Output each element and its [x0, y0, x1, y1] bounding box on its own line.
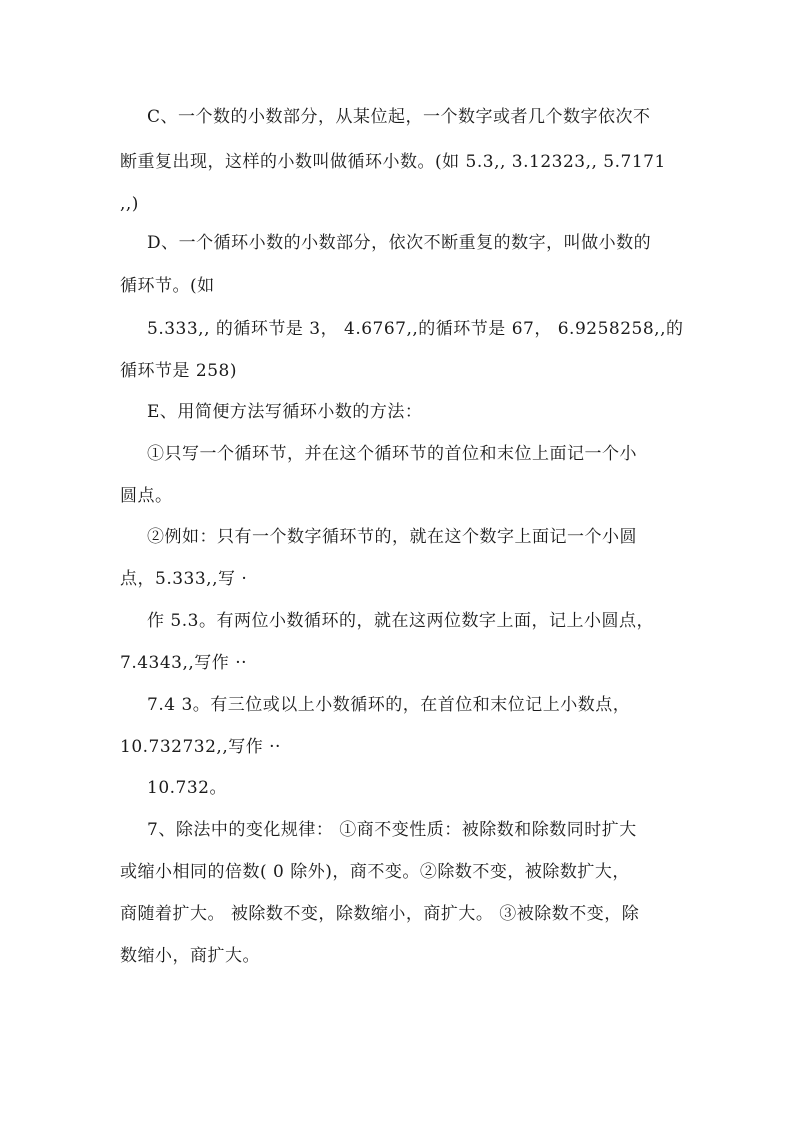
text-line: 7.4343,,写作 ··: [120, 653, 248, 673]
text-line: 10.732732,,写作 ··: [120, 737, 281, 757]
text-line: 或缩小相同的倍数( 0 除外)，商不变。②除数不变，被除数扩大，: [120, 862, 630, 882]
text-line: D、一个循环小数的小数部分，依次不断重复的数字，叫做小数的: [147, 233, 652, 253]
text-line: 7、除法中的变化规律： ①商不变性质：被除数和除数同时扩大: [147, 820, 637, 840]
text-line: 10.732。: [147, 778, 227, 798]
text-line: 点，5.333,,写 ·: [120, 569, 248, 589]
text-line: E、用简便方法写循环小数的方法：: [147, 402, 423, 422]
text-line: 5.333,, 的循环节是 3， 4.6767,,的循环节是 67， 6.9258258,,的: [147, 319, 684, 339]
text-line: ,,): [120, 194, 139, 214]
text-line: ②例如：只有一个数字循环节的，就在这个数字上面记一个小圆: [147, 527, 637, 547]
text-line: 循环节。(如: [120, 276, 215, 296]
text-line: C、一个数的小数部分，从某位起，一个数字或者几个数字依次不: [147, 107, 651, 127]
text-line: 数缩小，商扩大。: [120, 946, 260, 966]
text-line: 7.4 3。有三位或以上小数循环的，在首位和末位记上小数点，: [147, 695, 631, 715]
text-line: 作 5.3。有两位小数循环的，就在这两位数字上面，记上小圆点，: [147, 611, 654, 631]
text-line: 圆点。: [120, 486, 173, 506]
text-line: ①只写一个循环节，并在这个循环节的首位和末位上面记一个小: [147, 444, 637, 464]
text-line: 循环节是 258): [120, 361, 237, 381]
text-line: 断重复出现，这样的小数叫做循环小数。(如 5.3,, 3.12323,, 5.7171: [120, 152, 666, 172]
text-line: 商随着扩大。 被除数不变，除数缩小，商扩大。 ③被除数不变，除: [120, 904, 640, 924]
